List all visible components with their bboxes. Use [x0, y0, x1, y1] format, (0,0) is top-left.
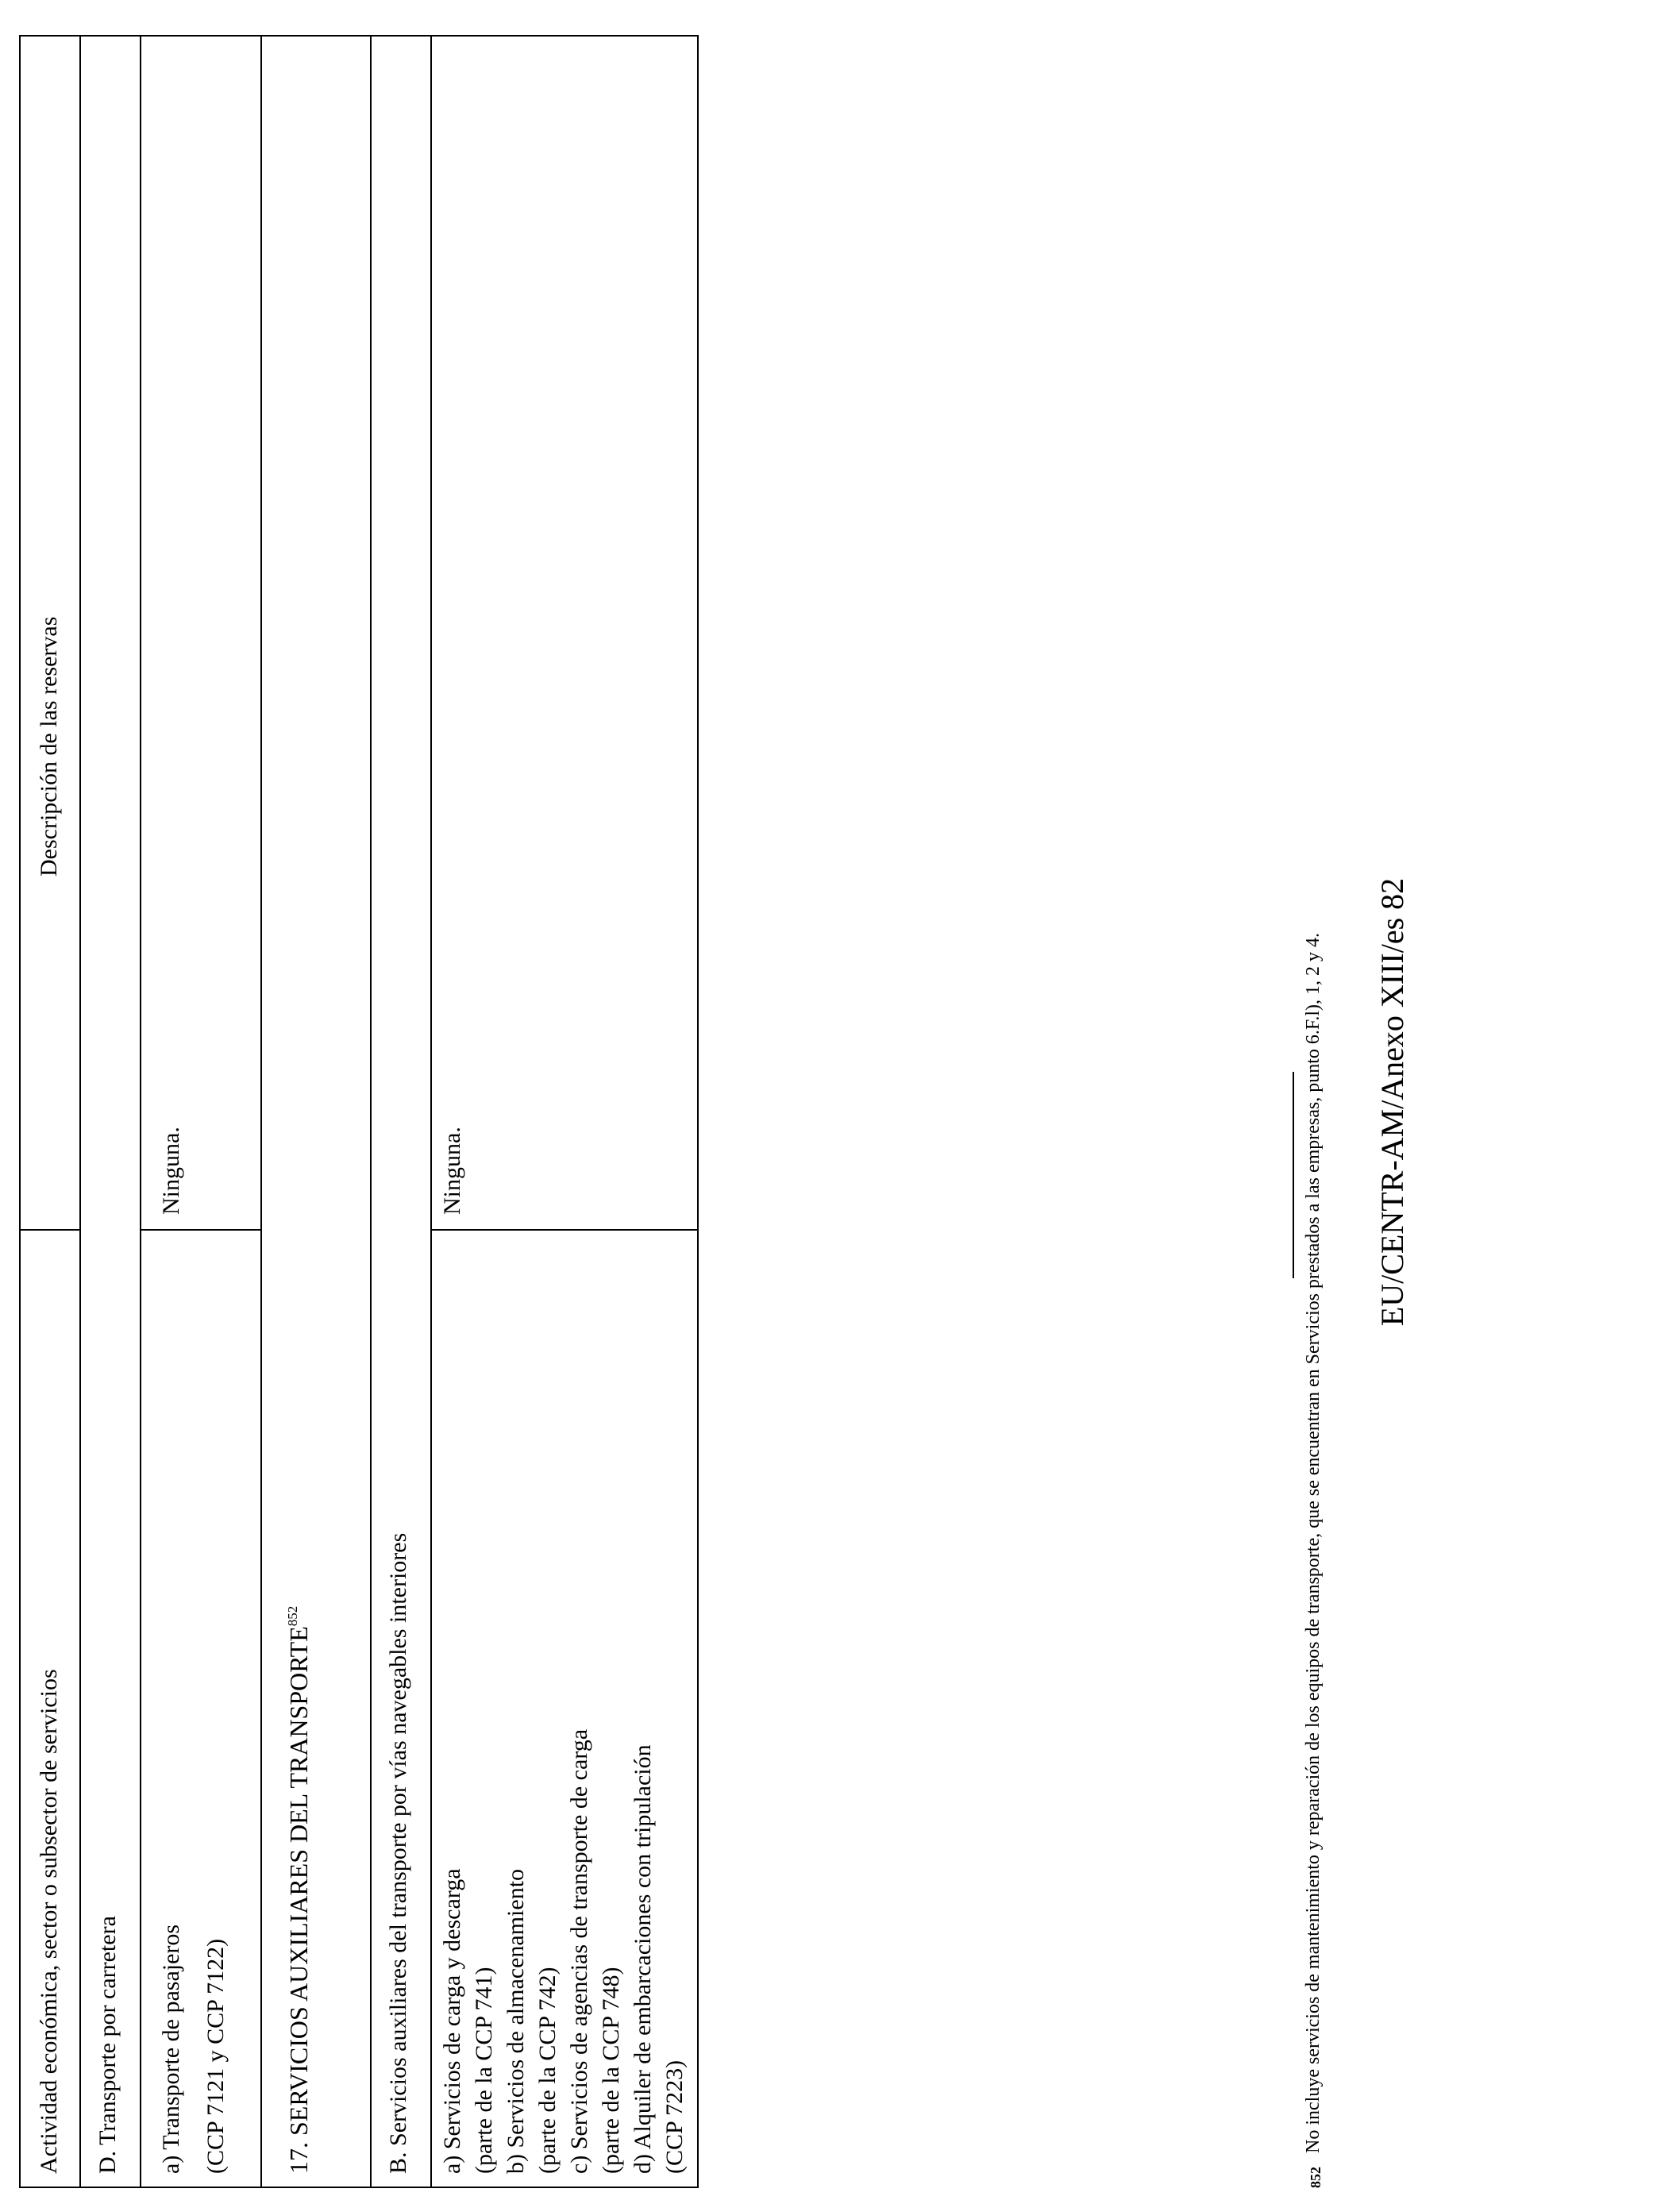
row-divider — [430, 37, 432, 2187]
row-divider — [260, 37, 262, 2187]
footnote-separator — [1293, 1072, 1294, 1278]
reservations-table — [19, 35, 699, 2188]
section-heading — [276, 1606, 321, 2174]
footnote-text: No incluye servicios de mantenimiento y reparación de los equipos de transporte, que se encuentran en Servicios prestados a las empresas, punto 6.F.l), 1, 2 y 4. — [1303, 933, 1324, 2153]
page-footer: EU/CENTR-AM/Anexo XIII/es 82 — [1374, 877, 1410, 1327]
section-heading-text: 17. SERVICIOS AUXILIARES DEL TRANSPORTE — [284, 1626, 313, 2174]
footnote-number: 852 — [1308, 2167, 1324, 2188]
footnote-reference: 852 — [285, 1605, 300, 1627]
header-reservations: Descripción de las reservas — [36, 616, 62, 877]
reservation-cell: Ninguna. — [439, 1127, 465, 1215]
column-divider — [430, 1229, 697, 1231]
activity-line: d) Alquiler de embarcaciones con tripulación — [630, 1744, 656, 2174]
activity-line: (CCP 7223) — [661, 2060, 688, 2174]
activity-line: b) Servicios de almacenamiento — [503, 1868, 529, 2174]
activity-line: (parte de la CCP 742) — [534, 1967, 561, 2174]
column-divider — [21, 1229, 79, 1231]
subsection-title: B. Servicios auxiliares del transporte por vías navegables interiores — [385, 1532, 411, 2174]
reservation-cell: Ninguna. — [158, 1127, 184, 1215]
activity-line: a) Servicios de carga y descarga — [439, 1868, 465, 2174]
activity-line: c) Servicios de agencias de transporte de carga — [566, 1728, 592, 2174]
activity-line: a) Transporte de pasajeros — [158, 1924, 184, 2174]
activity-cell — [437, 1729, 691, 2174]
row-divider — [140, 37, 141, 2187]
activity-line: (parte de la CCP 741) — [471, 1967, 497, 2174]
row-divider — [370, 37, 372, 2187]
activity-line: (CCP 7121 y CCP 7122) — [202, 1938, 229, 2174]
row-divider — [79, 37, 81, 2187]
header-activity: Actividad económica, sector o subsector de servicios — [36, 1669, 62, 2174]
activity-line: (parte de la CCP 748) — [598, 1967, 624, 2174]
column-divider — [140, 1229, 260, 1231]
activity-cell — [149, 1925, 238, 2174]
section-title: D. Transporte por carretera — [94, 1916, 121, 2174]
